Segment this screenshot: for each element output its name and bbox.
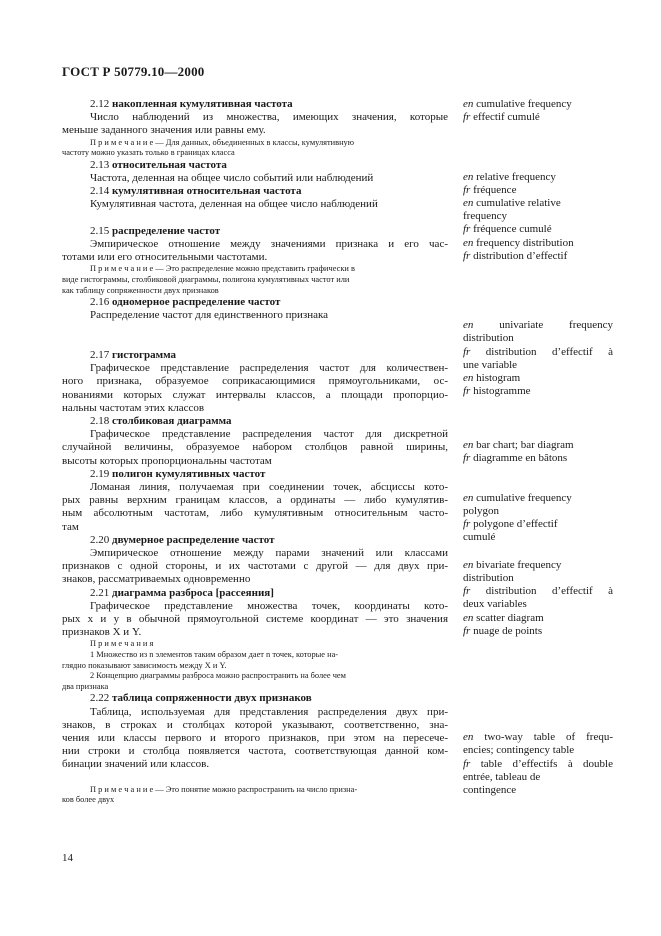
- term-number: 2.20: [90, 533, 110, 546]
- translation-text: fréquence cumulé: [473, 223, 552, 235]
- translation-text: cumulative frequency: [476, 492, 572, 504]
- translation-line: [463, 612, 613, 625]
- term-number: 2.12: [90, 98, 110, 110]
- term-entry: [62, 692, 448, 705]
- body-text-line: Частота, деленная на общее число событий или наблюдений: [90, 172, 374, 184]
- term-entry: [62, 415, 448, 428]
- language-code: fr: [463, 346, 471, 358]
- translation-line: [463, 385, 613, 398]
- language-code: en: [463, 439, 474, 451]
- term-title: одномерное распределение частот: [112, 296, 281, 309]
- translation-text: distribution: [463, 572, 514, 584]
- language-code: fr: [463, 585, 471, 597]
- term-title: кумулятивная относительная частота: [112, 185, 302, 198]
- translation-line: [463, 585, 613, 598]
- term-title: относительная частота: [112, 158, 227, 171]
- translation-text: cumulative relative: [476, 197, 561, 209]
- translation-text: univariate frequency: [499, 319, 613, 331]
- note-text: ков более двух: [62, 795, 115, 805]
- note-line: [62, 795, 448, 806]
- language-code: fr: [463, 452, 471, 464]
- language-code: en: [463, 372, 474, 384]
- translation-text: distribution d’effectif à: [485, 346, 614, 358]
- note-line: [62, 275, 448, 286]
- note-line: [62, 650, 448, 661]
- translation-text: polygone d’effectif: [473, 518, 558, 530]
- translation-line: [463, 98, 613, 111]
- spacer: [62, 323, 448, 336]
- term-title: столбиковая диаграмма: [112, 415, 232, 428]
- language-code: fr: [463, 518, 471, 530]
- note-label: П р и м е ч а н и е: [90, 784, 154, 794]
- translation-text: distribution: [463, 332, 514, 344]
- term-entry: [62, 468, 448, 481]
- body-text-line: Кумулятивная частота, деленная на общее число наблюдений: [90, 198, 378, 211]
- term-number: 2.17: [90, 349, 110, 362]
- body-text-line: ным абсолютным частотам, либо кумулятивным относительным часто-: [62, 507, 448, 520]
- term-number: 2.21: [90, 586, 110, 599]
- translation-line: [463, 452, 613, 465]
- translation-line: [463, 223, 613, 236]
- note-text: два признака: [62, 681, 109, 691]
- body-text-line: там: [62, 520, 79, 533]
- translation-line: [463, 171, 613, 184]
- body-text-line: Графическое представление множества точек, координаты кото-: [90, 599, 448, 612]
- language-code: en: [463, 731, 474, 743]
- document-header: ГОСТ Р 50779.10—2000: [62, 64, 205, 79]
- note-line: [62, 286, 448, 297]
- language-code: en: [463, 197, 474, 209]
- translation-text: fréquence: [473, 184, 517, 196]
- language-code: en: [463, 98, 474, 110]
- translation-line: [463, 346, 613, 359]
- translation-line: [463, 332, 613, 345]
- spacer: [62, 212, 448, 225]
- term-entry: [62, 349, 448, 362]
- body-text-line: Эмпирическое отношение между парами значений или классами: [90, 547, 448, 560]
- translation-text: une variable: [463, 359, 518, 371]
- term-entry: [62, 185, 448, 198]
- language-code: fr: [463, 111, 471, 123]
- language-code: en: [463, 237, 474, 249]
- body-text-line: рых x и y в обычной прямоугольной системе координат — это значения: [62, 613, 448, 626]
- note-text: глядно показывают зависимость между X и Y.: [62, 660, 227, 670]
- term-number: 2.16: [90, 296, 110, 309]
- note-text: 2 Концепцию диаграммы разброса можно распространить на более чем: [90, 671, 346, 681]
- translation-text: histogram: [476, 372, 521, 384]
- translation-text: distribution d’effectif à: [485, 585, 614, 597]
- note-line: [62, 682, 448, 693]
- body-text-line: Ломаная линия, получаемая при соединении точек, абсциссы кото-: [90, 481, 448, 494]
- term-entry: [62, 225, 448, 238]
- translation-text: scatter diagram: [476, 612, 544, 624]
- body-text-line: знаков, в строках и столбцах которой указывают, соответственно, зна-: [62, 718, 448, 731]
- spacer: [62, 336, 448, 349]
- body-text-line: признаков с одной стороны, и их частотами с другой — для двух при-: [62, 560, 448, 573]
- term-number: 2.15: [90, 224, 110, 237]
- translation-line: [463, 237, 613, 250]
- language-code: en: [463, 319, 474, 331]
- body-text-line: Эмпирическое отношение между значениями признака и его час-: [90, 238, 448, 251]
- body-text-line: Графическое представление распределения частот для количествен-: [90, 362, 448, 375]
- body-text-line: признаков X и Y.: [62, 626, 142, 639]
- translation-line: [463, 771, 613, 784]
- body-text-line: высоты которых пропорциональны частотам: [62, 454, 272, 467]
- note-line: [62, 785, 448, 796]
- translation-line: [463, 372, 613, 385]
- term-entry: [62, 587, 448, 600]
- translation-line: [463, 505, 613, 518]
- body-text-line: Таблица, используемая для представления распределения двух при-: [90, 705, 448, 718]
- term-number: 2.14: [90, 185, 110, 198]
- body-text-line: ного признака, образуемое соприкасающимися прямоугольниками, ос-: [62, 375, 448, 388]
- body-text-line: Графическое представление распределения частот для дискретной: [90, 428, 448, 441]
- term-title: полигон кумулятивных частот: [112, 467, 266, 480]
- translation-text: polygon: [463, 505, 500, 517]
- note-text: 1 Множество из n элементов таким образом дает n точек, которые на-: [90, 650, 339, 660]
- translation-line: [463, 518, 613, 531]
- translation-line: [463, 758, 613, 771]
- note-line: [62, 639, 448, 650]
- translation-line: [463, 210, 613, 223]
- body-text-line: бинации значений или классов.: [62, 758, 210, 771]
- language-code: en: [463, 612, 474, 624]
- translation-line: [463, 598, 613, 611]
- body-text-line: нованиями которых служат интервалы классов, а площади пропорцио-: [62, 388, 448, 401]
- term-number: 2.19: [90, 467, 110, 480]
- translation-line: [463, 744, 613, 757]
- body-text-line: Число наблюдений из множества, имеющих значения, которые: [90, 111, 448, 124]
- note-line: [62, 671, 448, 682]
- body-text-line: нии строки и столбца появляется частота, соответствующая данной ком-: [62, 745, 448, 758]
- translation-text: bivariate frequency: [476, 559, 562, 571]
- translation-line: [463, 197, 613, 210]
- note-text: виде гистограммы, столбиковой диаграммы, полигона кумулятивных частот или: [62, 275, 350, 285]
- translation-text: entrée, tableau de: [463, 771, 541, 783]
- translation-text: histogramme: [473, 385, 531, 397]
- page-number: 14: [62, 852, 73, 864]
- translation-text: contingence: [463, 784, 517, 796]
- body-text-line: чения или классы первого и второго признаков, при этом на пересече-: [62, 732, 448, 745]
- body-text-line: Распределение частот для единственного признака: [90, 309, 329, 322]
- translation-text: relative frequency: [476, 171, 556, 183]
- term-entry: [62, 159, 448, 172]
- term-number: 2.13: [90, 158, 110, 171]
- translation-text: encies; contingency table: [463, 744, 575, 756]
- body-text-line: тотами или его относительными частотами.: [62, 251, 268, 264]
- term-title: накопленная кумулятивная частота: [112, 98, 293, 110]
- translation-text: effectif cumulé: [473, 111, 540, 123]
- translation-text: distribution d’effectif: [473, 250, 568, 262]
- term-entry: [62, 98, 448, 111]
- term-entry: [62, 534, 448, 547]
- language-code: fr: [463, 758, 471, 770]
- translation-text: deux variables: [463, 598, 527, 610]
- translation-line: [463, 559, 613, 572]
- language-code: en: [463, 171, 474, 183]
- body-text-line: меньше заданного значения или равны ему.: [62, 124, 266, 137]
- term-number: 2.22: [90, 692, 110, 705]
- translation-line: [463, 731, 613, 744]
- language-code: fr: [463, 184, 471, 196]
- note-line: [62, 148, 448, 159]
- translation-line: [463, 492, 613, 505]
- term-title: распределение частот: [112, 224, 221, 237]
- translation-text: cumulative frequency: [476, 98, 572, 110]
- body-text-line: рых равны верхним границам классов, а ординаты — либо кумулятив-: [62, 494, 448, 507]
- translation-line: [463, 625, 613, 638]
- term-entry: [62, 296, 448, 309]
- translation-text: frequency distribution: [476, 237, 574, 249]
- translation-line: [463, 572, 613, 585]
- translation-line: [463, 359, 613, 372]
- note-text: — Это понятие можно распространить на число призна-: [153, 784, 358, 794]
- translation-line: [463, 531, 613, 544]
- translation-text: diagramme en bâtons: [473, 452, 568, 464]
- translation-text: table d’effectifs à double: [480, 758, 613, 770]
- body-text-line: знаков, рассматриваемых одновременно: [62, 573, 251, 586]
- translation-text: bar chart; bar diagram: [476, 439, 574, 451]
- translation-text: cumulé: [463, 531, 496, 543]
- note-text: частоту можно указать только в границах класса: [62, 148, 235, 158]
- translation-line: [463, 784, 613, 797]
- spacer: [62, 772, 448, 785]
- note-line: [62, 138, 448, 149]
- translation-text: frequency: [463, 210, 507, 222]
- translation-line: [463, 184, 613, 197]
- term-title: гистограмма: [112, 349, 176, 362]
- term-title: двумерное распределение частот: [112, 533, 275, 546]
- note-label: П р и м е ч а н и е: [90, 137, 154, 147]
- language-code: en: [463, 492, 474, 504]
- translation-text: nuage de points: [473, 625, 543, 637]
- term-title: диаграмма разброса [рассеяния]: [112, 586, 274, 599]
- note-text: — Для данных, объединенных в классы, кумулятивную: [153, 137, 355, 147]
- translation-line: [463, 111, 613, 124]
- note-text: — Это распределение можно представить графически в: [153, 264, 355, 274]
- note-line: [62, 264, 448, 275]
- language-code: fr: [463, 223, 471, 235]
- note-label: П р и м е ч а н и я: [90, 639, 154, 649]
- note-label: П р и м е ч а н и е: [90, 264, 154, 274]
- body-text-line: нальны частотам этих классов: [62, 401, 205, 414]
- term-number: 2.18: [90, 415, 110, 428]
- translation-text: two-way table of frequ-: [484, 731, 614, 743]
- translation-line: [463, 319, 613, 332]
- language-code: fr: [463, 385, 471, 397]
- body-text-line: случайной величины, образуемое набором столбцов равной ширины,: [62, 441, 448, 454]
- note-text: как таблицу сопряженности двух признаков: [62, 285, 219, 295]
- language-code: en: [463, 559, 474, 571]
- main-text-column: [62, 98, 448, 806]
- translation-line: [463, 250, 613, 263]
- term-title: таблица сопряженности двух признаков: [112, 692, 312, 705]
- language-code: fr: [463, 250, 471, 262]
- note-line: [62, 661, 448, 672]
- language-code: fr: [463, 625, 471, 637]
- translation-line: [463, 439, 613, 452]
